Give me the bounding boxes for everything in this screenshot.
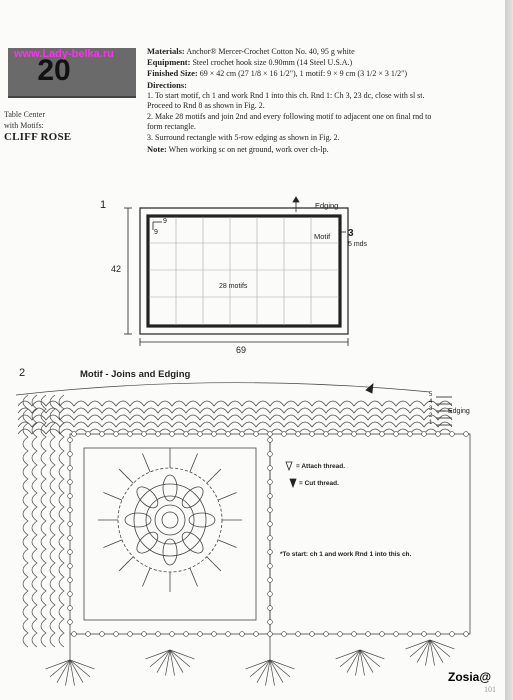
edging-net-row [18, 401, 452, 406]
picot [72, 432, 77, 437]
fan-stitch [170, 650, 194, 659]
rose-spoke [142, 568, 150, 586]
rose-spoke [103, 492, 121, 500]
picot [68, 606, 73, 611]
picot [198, 432, 203, 437]
edging-net-row [18, 408, 452, 413]
edging-net-column [59, 395, 64, 647]
picot [268, 452, 273, 457]
picot [68, 564, 73, 569]
picot [184, 632, 189, 637]
picot [268, 508, 273, 513]
picot [268, 480, 273, 485]
rose-spoke [207, 469, 221, 483]
picot [268, 466, 273, 471]
figure-1-width: 69 [236, 345, 247, 355]
edging-net-row [18, 415, 452, 420]
edging-net-column [32, 395, 37, 647]
picot [142, 632, 147, 637]
picot [268, 632, 273, 637]
picot [100, 432, 105, 437]
fan-stitch [170, 650, 190, 667]
picot [254, 432, 259, 437]
picot [226, 632, 231, 637]
picot [338, 632, 343, 637]
rose-petal [163, 475, 177, 501]
pattern-title: CLIFF ROSE [4, 131, 72, 143]
picot [268, 578, 273, 583]
row-number-4: 4 [429, 399, 433, 405]
picot [394, 632, 399, 637]
picot [240, 432, 245, 437]
rose-petal [163, 539, 177, 565]
picot [212, 632, 217, 637]
rose-spoke [218, 540, 236, 548]
edge-picots [68, 432, 469, 637]
picot [72, 632, 77, 637]
fan-stitch [150, 650, 170, 667]
row-number-3: 3 [429, 406, 433, 412]
picot [240, 632, 245, 637]
rose-petal [133, 528, 161, 556]
figure-1-three: 3 [348, 228, 354, 239]
picot [68, 592, 73, 597]
picot [68, 452, 73, 457]
picot [268, 564, 273, 569]
picot [212, 432, 217, 437]
fan-stitch [336, 650, 360, 659]
picot [450, 432, 455, 437]
edging-mesh [16, 383, 452, 647]
figure-1-number: 1 [100, 199, 107, 211]
figure-2-number: 2 [19, 367, 26, 379]
cut-thread-legend: = Cut thread. [299, 480, 339, 487]
picot [68, 578, 73, 583]
picot [436, 432, 441, 437]
picot [366, 632, 371, 637]
figure-2-title: Motif - Joins and Edging [80, 369, 191, 380]
picot [86, 432, 91, 437]
picot [366, 432, 371, 437]
start-arrow [366, 384, 373, 393]
picot [464, 432, 469, 437]
figure-1-five-motifs: 5 mds [348, 241, 368, 248]
finished-size-label: Finished Size: [147, 68, 198, 78]
picot [282, 432, 287, 437]
picot [128, 632, 133, 637]
picot [68, 522, 73, 527]
fan-stitch [270, 660, 290, 677]
picot [254, 632, 259, 637]
attach-thread-legend: = Attach thread. [296, 463, 346, 470]
picot [114, 432, 119, 437]
picot [68, 508, 73, 513]
attach-thread-icon [286, 462, 292, 470]
fan-stitch [360, 650, 384, 659]
edging-net-row [18, 429, 452, 434]
row-number-1: 1 [429, 420, 433, 426]
picot [352, 432, 357, 437]
watermark-url: www.Lady-belka.ru [14, 48, 114, 60]
picot [268, 606, 273, 611]
picot [450, 632, 455, 637]
picot [380, 632, 385, 637]
edging-net-column [23, 395, 28, 647]
rose-motif [98, 448, 242, 592]
directions-heading: Directions: [147, 80, 187, 90]
picot [464, 632, 469, 637]
picot [68, 438, 73, 443]
picot [324, 432, 329, 437]
picot [114, 632, 119, 637]
picot [198, 632, 203, 637]
picot [226, 432, 231, 437]
picot [268, 522, 273, 527]
rose-petal [133, 483, 161, 511]
picot [68, 620, 73, 625]
picot [68, 466, 73, 471]
page-number: 101 [484, 685, 496, 694]
edge-fans [46, 640, 455, 686]
picot [156, 432, 161, 437]
row-number-2: 2 [429, 413, 433, 419]
rose-petal [125, 513, 151, 527]
picot [268, 550, 273, 555]
figure-1-motif-label: Motif [314, 232, 331, 241]
picot [310, 432, 315, 437]
picot [268, 494, 273, 499]
picot [352, 632, 357, 637]
note-text: When working sc on net ground, work over ch-lp. [166, 145, 329, 154]
picot [156, 632, 161, 637]
signature: Zosia@ [448, 670, 492, 684]
picot [268, 536, 273, 541]
picot [68, 550, 73, 555]
rose-petal [189, 513, 215, 527]
fan-stitch [46, 660, 70, 669]
edging-net-row [18, 422, 452, 427]
figure-1-edging-label: Edging [315, 201, 339, 210]
figure-1-motif-count: 28 motifs [219, 283, 248, 290]
picot [408, 632, 413, 637]
fan-stitch [340, 650, 360, 667]
picot [310, 632, 315, 637]
picot [436, 632, 441, 637]
picot [184, 432, 189, 437]
start-instructions-note: *To start: ch 1 and work Rnd 1 into this ch. [280, 551, 412, 558]
picot [338, 432, 343, 437]
picot [170, 432, 175, 437]
fan-stitch [360, 650, 380, 667]
picot [170, 632, 175, 637]
fan-stitch [430, 640, 450, 657]
picot [268, 432, 273, 437]
rose-spoke [142, 453, 150, 471]
subtitle-line-2: with Motifs: [4, 121, 44, 130]
picot [128, 432, 133, 437]
rose-spoke [119, 469, 133, 483]
picot [282, 632, 287, 637]
picot [394, 432, 399, 437]
picot [296, 432, 301, 437]
picot [68, 536, 73, 541]
picot [268, 438, 273, 443]
figure-1-height: 42 [111, 264, 122, 274]
fan-stitch [246, 660, 270, 669]
fan-stitch [250, 660, 270, 677]
subtitle-line-1: Table Center [4, 110, 45, 119]
rose-spoke [190, 453, 198, 471]
fan-stitch [146, 650, 170, 659]
direction-step-1: 1. To start motif, ch 1 and work Rnd 1 into this ch. Rnd 1: Ch 3, 23 dc, close with sl st. Proceed to Rnd 8 as shown in Fig. 2. [147, 91, 425, 110]
rose-spoke [119, 557, 133, 571]
materials-label: Materials: [147, 46, 185, 56]
rose-spoke [103, 540, 121, 548]
fan-stitch [50, 660, 70, 677]
picot [422, 432, 427, 437]
picot [86, 632, 91, 637]
picot [268, 592, 273, 597]
finished-size-text: 69 × 42 cm (27 1/8 × 16 1/2"), 1 motif: 9 × 9 cm (3 1/2 × 3 1/2") [197, 69, 408, 78]
fan-stitch [406, 640, 430, 649]
rose-spoke [207, 557, 221, 571]
picot [408, 432, 413, 437]
equipment-label: Equipment: [147, 57, 191, 67]
figure-2-edging-label: Edging [448, 408, 470, 415]
direction-step-2: 2. Make 28 motifs and join 2nd and every following motif to adjacent one on final rnd to form rectangle. [147, 112, 432, 131]
fan-stitch [70, 660, 94, 669]
fan-stitch [430, 640, 454, 649]
picot [100, 632, 105, 637]
fan-stitch [70, 660, 90, 677]
picot [68, 494, 73, 499]
picot [422, 632, 427, 637]
equipment-text: Steel crochet hook size 0.90mm (14 Steel U.S.A.) [190, 58, 353, 67]
rose-petal [178, 528, 206, 556]
rose-petal [178, 483, 206, 511]
fan-stitch [410, 640, 430, 657]
materials-text: Anchor® Mercer-Crochet Cotton No. 40, 95 g white [184, 47, 355, 56]
picot [380, 432, 385, 437]
figure-1-nine-b: 9 [154, 229, 158, 236]
figure-1-nine-a: 9 [163, 218, 167, 225]
direction-step-3: 3. Surround rectangle with 5-row edging as shown in Fig. 2. [147, 133, 340, 142]
picot [324, 632, 329, 637]
rose-spoke [218, 492, 236, 500]
rose-spoke [190, 568, 198, 586]
picot [296, 632, 301, 637]
picot [142, 432, 147, 437]
fan-stitch [270, 660, 294, 669]
edging-net-column [50, 395, 55, 647]
cut-thread-icon [290, 479, 296, 487]
pattern-number: 20 [37, 54, 71, 87]
picot [68, 480, 73, 485]
row-number-5: 5 [429, 392, 433, 398]
note-label: Note: [147, 144, 167, 154]
picot [268, 620, 273, 625]
